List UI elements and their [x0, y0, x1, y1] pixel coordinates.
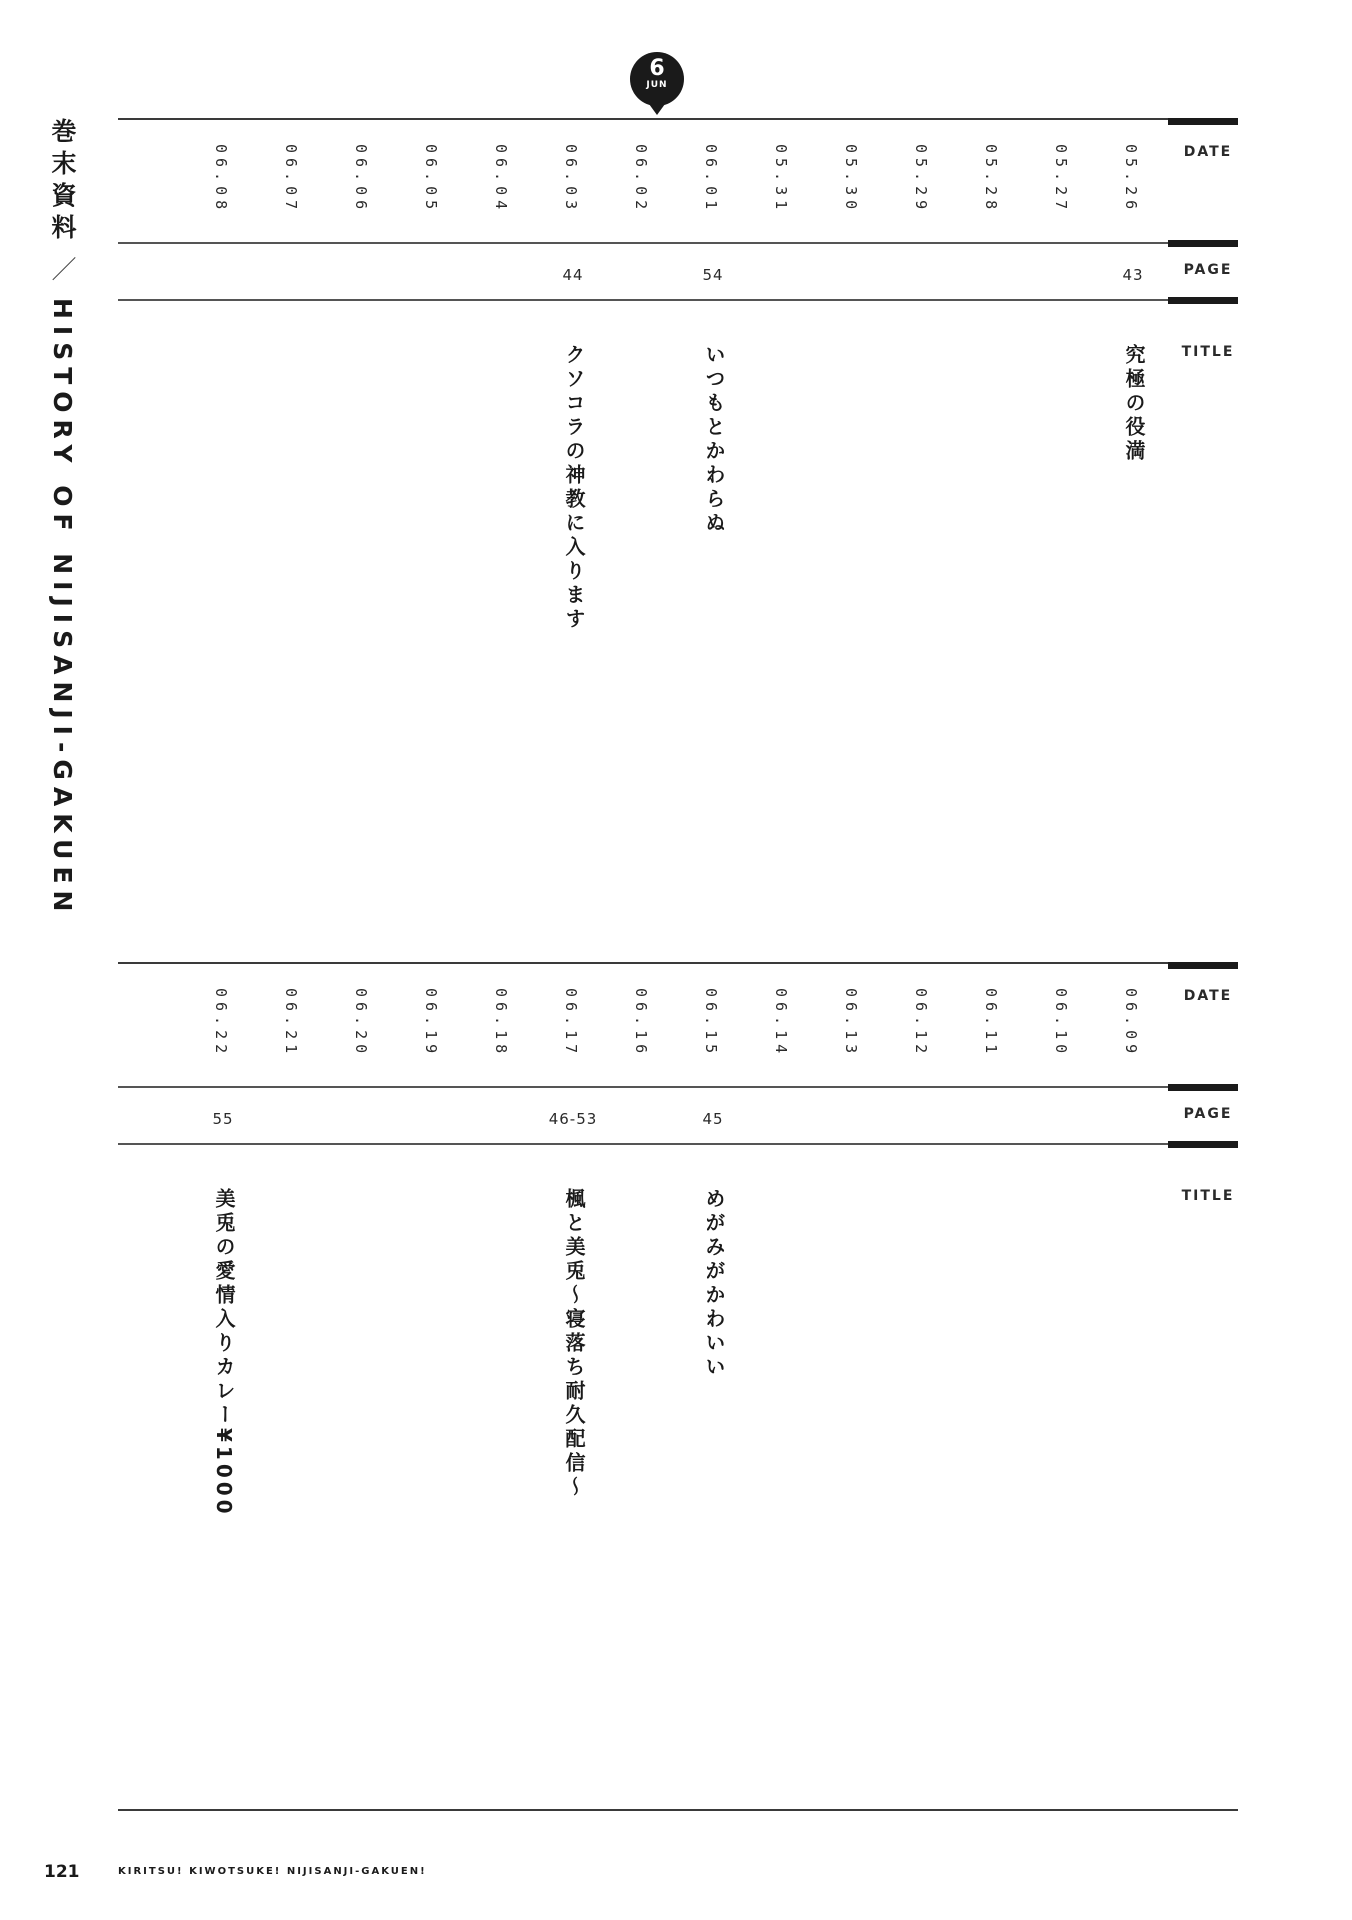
date-cell: 06.20	[352, 988, 370, 1059]
page-cell: 55	[212, 1110, 234, 1128]
date-cell: 06.17	[562, 988, 580, 1059]
date-column	[608, 962, 678, 1502]
date-column	[328, 962, 398, 1502]
side-title-en: HISTORY OF NIJISANJI-GAKUEN	[48, 298, 77, 919]
date-cell: 05.26	[1122, 144, 1140, 215]
date-column	[538, 962, 608, 1502]
title-row-label: TITLE	[1181, 344, 1235, 360]
date-cell: 05.28	[982, 144, 1000, 215]
date-column	[1098, 962, 1168, 1502]
date-cell: 05.27	[1052, 144, 1070, 215]
date-cell: 06.12	[912, 988, 930, 1059]
date-column	[748, 118, 818, 658]
footer-text: KIRITSU! KIWOTSUKE! NIJISANJI-GAKUEN!	[118, 1866, 427, 1877]
date-cell: 06.02	[632, 144, 650, 215]
date-row-label: DATE	[1183, 988, 1233, 1004]
page-row-label: PAGE	[1183, 262, 1233, 278]
title-tab-marker	[1168, 1141, 1238, 1148]
side-title	[44, 118, 80, 918]
date-cell: 06.16	[632, 988, 650, 1059]
date-cell: 05.30	[842, 144, 860, 215]
date-cell: 06.10	[1052, 988, 1070, 1059]
title-cell: クソコラの神教に入ります	[562, 344, 586, 632]
date-cell: 06.08	[212, 144, 230, 215]
date-cell: 06.13	[842, 988, 860, 1059]
month-badge	[630, 52, 684, 106]
title-cell: 楓と美兎～寝落ち耐久配信～	[562, 1188, 586, 1500]
date-column	[538, 118, 608, 658]
timeline-table-2	[118, 962, 1238, 1518]
date-tab-marker	[1168, 962, 1238, 969]
title-cell: めがみがかわいい	[702, 1188, 726, 1380]
date-cell: 06.22	[212, 988, 230, 1059]
date-column	[678, 118, 748, 658]
date-column	[188, 962, 258, 1518]
date-column	[958, 962, 1028, 1502]
title-row-label: TITLE	[1181, 1188, 1235, 1204]
page-cell: 45	[702, 1110, 724, 1128]
date-cell: 06.06	[352, 144, 370, 215]
page-tab-marker	[1168, 1084, 1238, 1091]
date-cell: 06.19	[422, 988, 440, 1059]
date-column	[888, 118, 958, 658]
month-number: 6	[649, 56, 665, 81]
date-row-label: DATE	[1183, 144, 1233, 160]
date-column	[888, 962, 958, 1502]
timeline-table-1	[118, 118, 1238, 658]
date-column	[258, 118, 328, 658]
title-tab-marker	[1168, 297, 1238, 304]
date-cell: 06.14	[772, 988, 790, 1059]
date-cell: 06.01	[702, 144, 720, 215]
date-cell: 06.04	[492, 144, 510, 215]
side-title-separator: ／	[48, 256, 77, 288]
date-column	[678, 962, 748, 1502]
date-column	[1098, 118, 1168, 658]
date-cell: 06.03	[562, 144, 580, 215]
date-column	[328, 118, 398, 658]
date-cell: 06.11	[982, 988, 1000, 1059]
date-column	[188, 118, 258, 658]
date-column	[818, 962, 888, 1502]
date-column	[608, 118, 678, 658]
page-cell: 46-53	[548, 1110, 598, 1128]
date-cell: 06.18	[492, 988, 510, 1059]
date-column	[398, 118, 468, 658]
date-column	[1028, 962, 1098, 1502]
date-cell: 05.29	[912, 144, 930, 215]
page-cell: 54	[702, 266, 724, 284]
title-cell: いつもとかわらぬ	[702, 344, 726, 536]
date-column	[398, 962, 468, 1502]
date-column	[958, 118, 1028, 658]
date-cell: 06.15	[702, 988, 720, 1059]
date-cell: 06.05	[422, 144, 440, 215]
page-row-label: PAGE	[1183, 1106, 1233, 1122]
date-column	[258, 962, 328, 1502]
date-column	[468, 962, 538, 1502]
date-cell: 06.21	[282, 988, 300, 1059]
date-column	[748, 962, 818, 1502]
page-tab-marker	[1168, 240, 1238, 247]
page-cell: 44	[562, 266, 584, 284]
date-tab-marker	[1168, 118, 1238, 125]
title-cell: 究極の役満	[1122, 344, 1146, 464]
bottom-rule	[118, 1809, 1238, 1811]
title-cell: 美兎の愛情入りカレー¥1000	[212, 1188, 236, 1518]
date-column	[468, 118, 538, 658]
date-cell: 06.09	[1122, 988, 1140, 1059]
side-title-jp: 巻末資料	[48, 118, 77, 246]
month-name: JUN	[646, 80, 668, 90]
date-column	[818, 118, 888, 658]
date-cell: 05.31	[772, 144, 790, 215]
page-cell: 43	[1122, 266, 1144, 284]
date-column	[1028, 118, 1098, 658]
date-cell: 06.07	[282, 144, 300, 215]
page-number: 121	[44, 1862, 80, 1882]
